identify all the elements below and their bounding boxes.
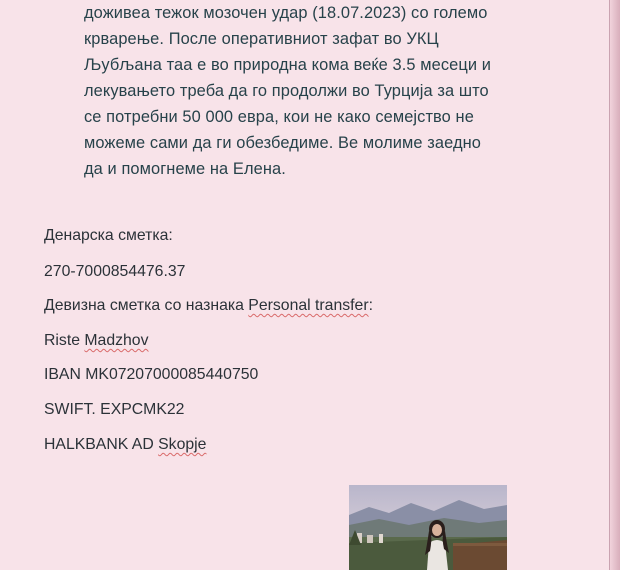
foreign-label-prefix: Девизна сметка со назнака bbox=[44, 297, 249, 314]
paragraph-line: да и помогнеме на Елена. bbox=[84, 160, 286, 178]
paragraph-line: Љубљана таа е во природна кома веќе 3.5 месеци и bbox=[84, 56, 492, 74]
bank-name-line bbox=[44, 436, 206, 454]
paragraph-line: доживеа тежок мозочен удар (18.07.2023) со големо bbox=[84, 4, 488, 22]
personal-transfer-text: Personal transfer bbox=[248, 297, 369, 314]
page-edge-shadow bbox=[609, 0, 620, 570]
bank-name: HALKBANK AD bbox=[44, 436, 159, 453]
paragraph-line: се потребни 50 000 евра, кои не како семејство не bbox=[84, 108, 474, 126]
photo-of-person bbox=[349, 485, 507, 570]
paragraph-line: крварење. После оперативниот зафат во УКЦ bbox=[84, 30, 439, 48]
iban-line: IBAN MK07207000085440750 bbox=[44, 366, 259, 383]
photo-image bbox=[349, 485, 507, 570]
denar-account-number: 270-7000854476.37 bbox=[44, 263, 186, 280]
holder-first-name: Riste bbox=[44, 332, 85, 349]
denar-account-label: Денарска сметка: bbox=[44, 227, 173, 244]
holder-last-name: Madzhov bbox=[84, 332, 149, 349]
foreign-account-label bbox=[44, 297, 373, 315]
appeal-paragraph bbox=[84, 0, 554, 182]
foreign-label-suffix: : bbox=[368, 297, 373, 314]
bank-city: Skopje bbox=[158, 436, 207, 453]
account-holder-name bbox=[44, 332, 149, 350]
paragraph-line: можеме сами да ги обезбедиме. Ве молиме заедно bbox=[84, 134, 482, 152]
paragraph-line: лекувањето треба да го продолжи во Турција за што bbox=[84, 82, 489, 100]
swift-line: SWIFT. EXPCMK22 bbox=[44, 401, 185, 418]
